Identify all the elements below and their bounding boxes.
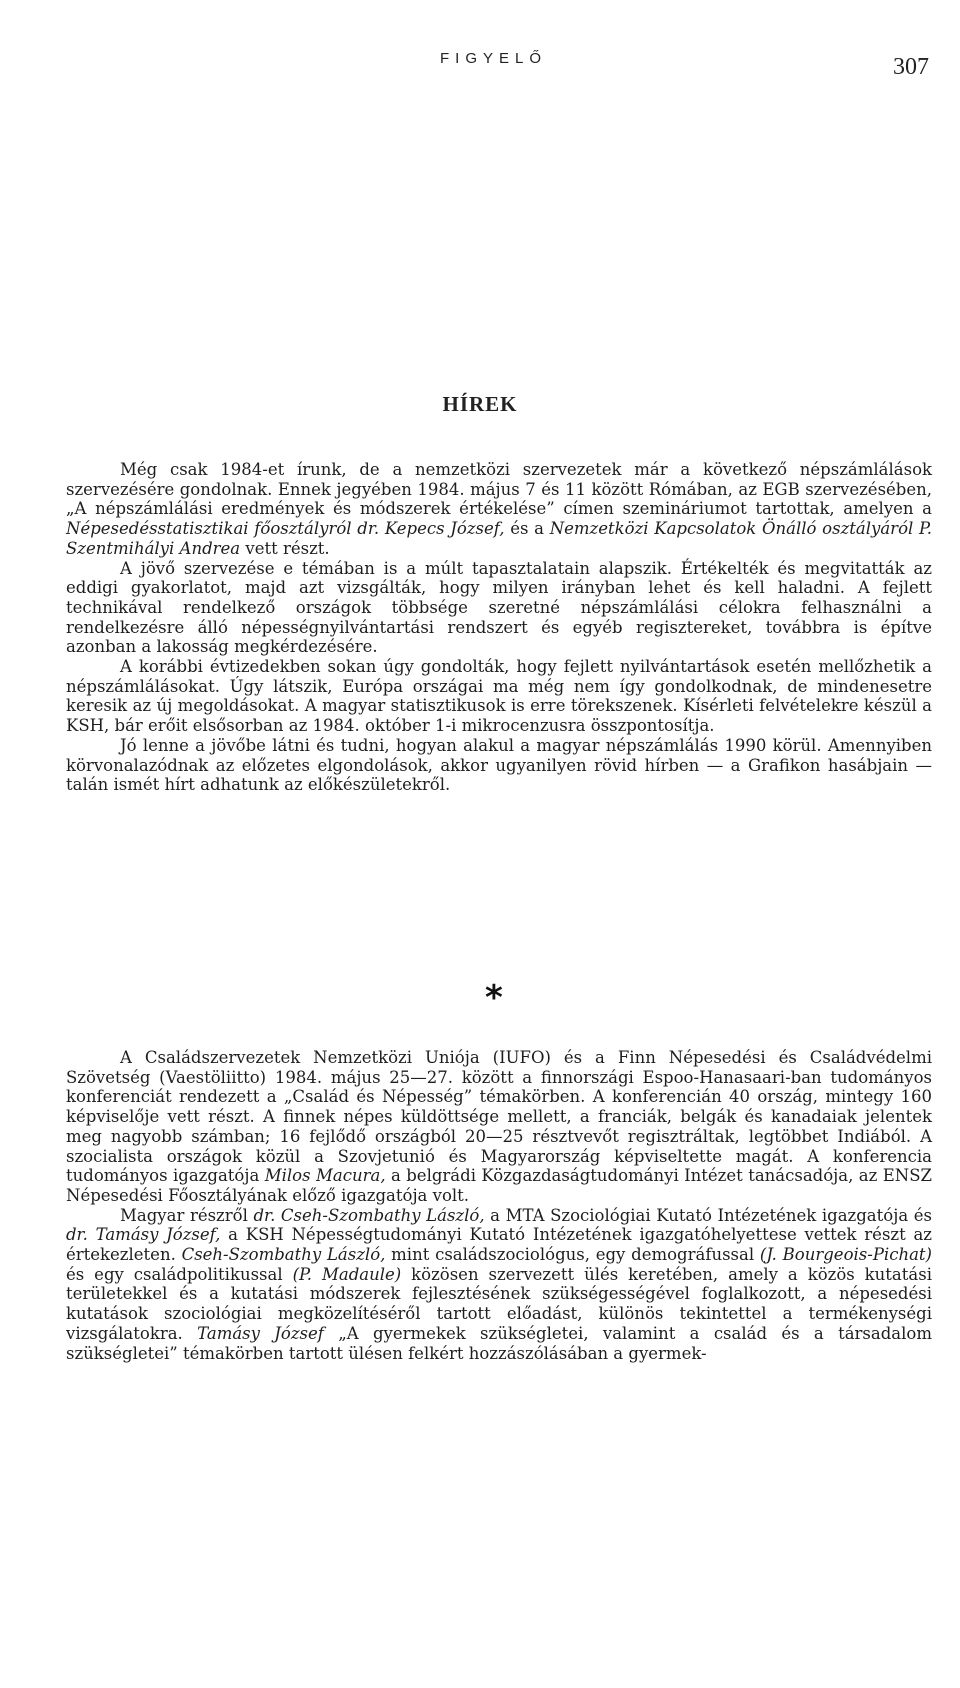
text-run: A Családszervezetek Nemzetközi Uniója (IUFO) és a Finn Népesedési és Családvédelmi Szövetség (Vaestöliitto) 1984. május 25—27. között a finnországi Espoo-Hanasaari-ban tudományos konferenciát rendezett a „Család és Népesség” témakörben. A konferencián 40 ország, mintegy 160 képviselője vett részt. A finnek népes küldöttsége mellett, a franciák, belgák és kanadaiak jelentek meg nagyobb számban; 16 fejlődő országból 20—25 résztvevőt regisztráltak, legtöbbet Indiából. A szocialista országok közül a Szovjetunió és Magyarország képviseltette magát. A konferencia tudományos igazgatója [66, 1048, 932, 1186]
paragraph: Jó lenne a jövőbe látni és tudni, hogyan alakul a magyar népszámlálás 1990 körül. Amennyiben körvonalazódnak az előzetes elgondolások, akkor ugyanilyen rövid hírben — a Grafikon hasábjain — talán ismét hírt adhatunk az előkészületekről. [66, 735, 932, 795]
person-name: Tamásy József [197, 1323, 324, 1343]
person-name: (J. Bourgeois-Pichat) [759, 1245, 932, 1265]
news-item-family-conference [66, 1048, 932, 1363]
paragraph [66, 1206, 932, 1364]
person-name: Cseh-Szombathy László, [181, 1245, 386, 1265]
text-run: a MTA Szociológiai Kutató Intézetének igazgatója és [484, 1205, 932, 1225]
person-name: Nemzetközi Kapcsolatok Önálló osztályáról P. Szentmihályi Andrea [66, 519, 932, 558]
text-run: közösen szervezett ülés keretében, amely a közös kutatási területekkel és a kutatási módszerek fejlesztésének szükségességével foglalkozott, a népesedési kutatások szociológiai megközelítéséről tartott előadást, különös tekintettel a termékenységi vizsgálatokra. [66, 1264, 932, 1343]
news-item-census-seminar [66, 460, 932, 795]
person-name: dr. Cseh-Szombathy László, [253, 1205, 485, 1225]
text-run: a KSH Népességtudományi Kutató Intézetének igazgatóhelyettese vettek részt az értekezleten. [66, 1225, 932, 1265]
text-run: és egy családpolitikussal [66, 1264, 293, 1284]
text-run: Magyar részről [120, 1205, 254, 1225]
paragraph: A korábbi évtizedekben sokan úgy gondolták, hogy fejlett nyilvántartások esetén mellőzhetik a népszámlálásokat. Úgy látszik, Európa országai ma még nem így gondolkodnak, de mindenesetre keresik az új megoldásokat. A magyar statisztikusok is erre törekszenek. Kísérleti felvételekre készül a KSH, bár erőit elsősorban az 1984. október 1-i mikrocenzusra összpontosítja. [66, 657, 932, 736]
text-run: mint családszociológus, egy demográfussal [385, 1245, 760, 1265]
paragraph [66, 460, 932, 559]
section-title: HÍREK [442, 392, 518, 416]
text-run: vett részt. [240, 538, 330, 558]
text-run: és a [504, 519, 550, 539]
asterisk-separator: * [485, 978, 503, 1018]
text-run: a belgrádi Közgazdaságtudományi Intézet tanácsadója, az ENSZ Népesedési Főosztályának előző igazgatója volt. [66, 1166, 932, 1205]
text-run: „A gyermekek szükségletei, valamint a család és a társadalom szükségletei” témakörben tartott ülésen felkért hozzászólásában a gyermek- [66, 1323, 932, 1363]
paragraph: A jövő szervezése e témában is a múlt tapasztalatain alapszik. Értékelték és megvitatták az eddigi gyakorlatot, majd azt vizsgálták, hogy milyen irányban lehet és kell haladni. A fejlett technikával rendelkező országok többsége szeretné népszámlálási célokra felhasználni a rendelkezésre álló népességnyilvántartási rendszert és egyéb regisztereket, továbbra is építve azonban a lakosság megkérdezésére. [66, 558, 932, 657]
person-name: dr. Tamásy József, [66, 1225, 221, 1245]
person-name: Milos Macura, [264, 1166, 386, 1186]
page-number: 307 [893, 54, 929, 80]
person-name: (P. Madaule) [292, 1264, 402, 1284]
running-head: FIGYELŐ [440, 50, 548, 67]
text-run: Még csak 1984-et írunk, de a nemzetközi szervezetek már a következő népszámlálások szervezésére gondolnak. Ennek jegyében 1984. május 7 és 11 között Rómában, az EGB szervezésében, „A népszámlálási eredmények és módszerek értékelése” címen szemináriumot tartottak, amelyen a [66, 460, 932, 519]
person-name: Népesedésstatisztikai főosztályról dr. Kepecs József, [66, 519, 505, 539]
paragraph [66, 1048, 932, 1206]
